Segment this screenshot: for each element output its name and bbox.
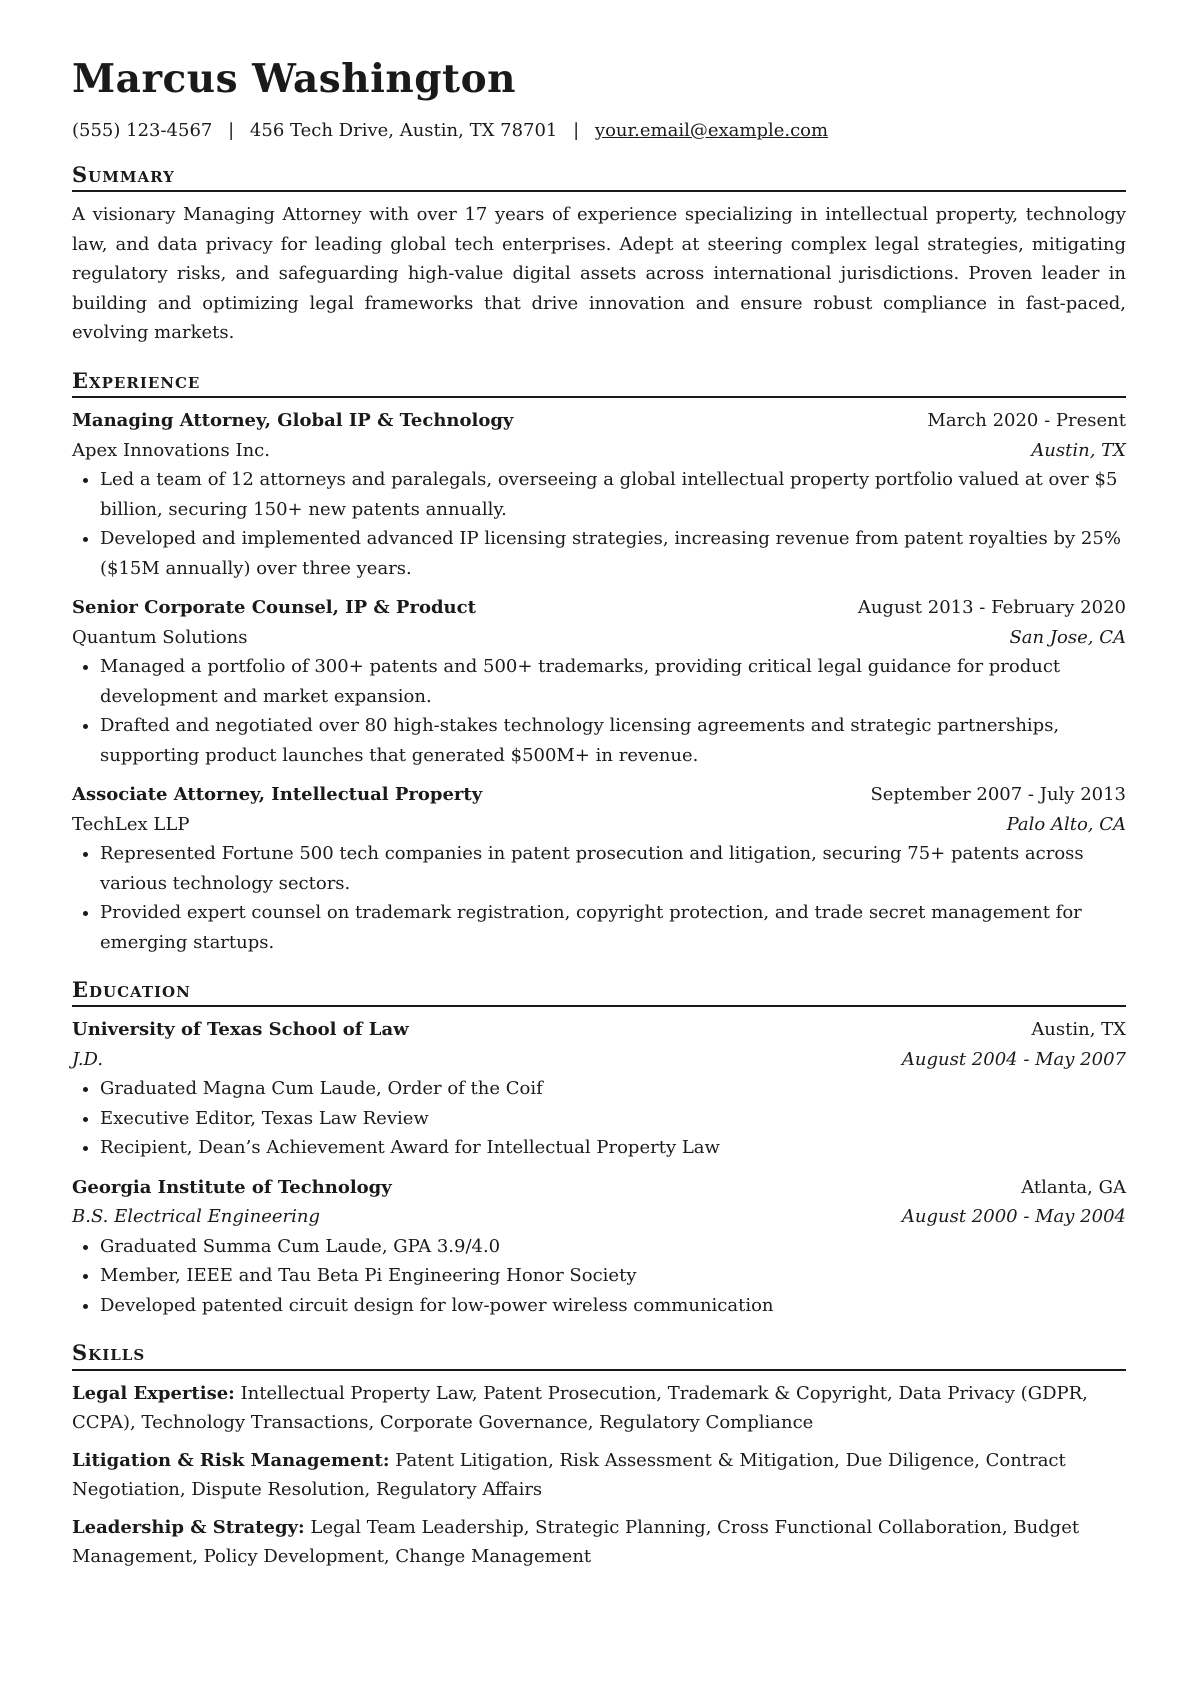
degree: B.S. Electrical Engineering	[72, 1206, 320, 1228]
experience-section	[72, 368, 1126, 957]
list-item: • Graduated Summa Cum Laude, GPA 3.9/4.0	[100, 1232, 1126, 1262]
skill-label: Legal Expertise:	[72, 1382, 235, 1404]
company-name: TechLex LLP	[72, 813, 190, 835]
skill-label: Leadership & Strategy:	[72, 1516, 305, 1538]
school-bullets	[72, 1232, 1126, 1321]
contact-separator: |	[573, 119, 580, 141]
list-item: • Graduated Magna Cum Laude, Order of the Coif	[100, 1074, 1126, 1104]
skill-items: Patent Litigation, Risk Assessment & Mitigation, Due Diligence, Contract Negotiation, Dispute Resolution, Regulatory Affairs	[72, 1449, 1066, 1501]
summary-heading: Summary	[72, 162, 1126, 192]
list-item: • Developed patented circuit design for low-power wireless communication	[100, 1291, 1126, 1321]
school-bullets	[72, 1074, 1126, 1163]
skill-group	[72, 1379, 1126, 1438]
job-title: Senior Corporate Counsel, IP & Product	[72, 597, 476, 619]
job-dates: August 2013 - February 2020	[857, 597, 1126, 619]
contact-separator: |	[228, 119, 235, 141]
degree: J.D.	[72, 1048, 104, 1070]
school-entry	[72, 1015, 1126, 1163]
school-name: Georgia Institute of Technology	[72, 1176, 392, 1198]
list-item: • Executive Editor, Texas Law Review	[100, 1104, 1126, 1134]
resume-page	[72, 58, 1126, 1580]
education-heading: Education	[72, 977, 1126, 1007]
list-item: • Represented Fortune 500 tech companies in patent prosecution and litigation, securing 75+ patents across various technology sectors.	[100, 839, 1126, 898]
skill-group	[72, 1446, 1126, 1505]
phone-number: (555) 123-4567	[72, 119, 213, 141]
education-section	[72, 977, 1126, 1320]
job-bullets	[72, 839, 1126, 957]
job-location: Austin, TX	[1031, 439, 1126, 461]
skill-items: Legal Team Leadership, Strategic Planning, Cross Functional Collaboration, Budget Management, Policy Development, Change Management	[72, 1516, 1080, 1568]
job-entry	[72, 406, 1126, 583]
company-name: Quantum Solutions	[72, 626, 248, 648]
school-name: University of Texas School of Law	[72, 1019, 409, 1041]
contact-line	[72, 119, 1126, 142]
list-item: • Developed and implemented advanced IP licensing strategies, increasing revenue from patent royalties by 25% ($15M annually) over three years.	[100, 524, 1126, 583]
summary-section	[72, 162, 1126, 348]
job-dates: March 2020 - Present	[927, 410, 1126, 432]
skill-group	[72, 1513, 1126, 1572]
job-title: Associate Attorney, Intellectual Property	[72, 784, 483, 806]
job-location: Palo Alto, CA	[1006, 813, 1126, 835]
job-bullets	[72, 652, 1126, 770]
skill-label: Litigation & Risk Management:	[72, 1449, 390, 1471]
job-dates: September 2007 - July 2013	[870, 784, 1126, 806]
summary-text: A visionary Managing Attorney with over 17 years of experience specializing in intellectual property, technology law, and data privacy for leading global tech enterprises. Adept at steering complex legal strategies, mitigating regulatory risks, and safeguarding high-value digital assets across international jurisdictions. Proven leader in building and optimizing legal frameworks that drive innovation and ensure robust compliance in fast-paced, evolving markets.	[72, 204, 1126, 344]
job-location: San Jose, CA	[1009, 626, 1126, 648]
skills-heading: Skills	[72, 1340, 1126, 1370]
list-item: • Managed a portfolio of 300+ patents and 500+ trademarks, providing critical legal guidance for product development and market expansion.	[100, 652, 1126, 711]
email-link[interactable]: your.email@example.com	[594, 119, 829, 141]
skill-items: Intellectual Property Law, Patent Prosecution, Trademark & Copyright, Data Privacy (GDPR, CCPA), Technology Transactions, Corporate Governance, Regulatory Compliance	[72, 1382, 1088, 1434]
skills-section	[72, 1340, 1126, 1571]
company-name: Apex Innovations Inc.	[72, 439, 270, 461]
school-dates: August 2000 - May 2004	[901, 1206, 1126, 1228]
school-entry	[72, 1173, 1126, 1321]
job-title: Managing Attorney, Global IP & Technology	[72, 410, 514, 432]
job-bullets	[72, 465, 1126, 583]
job-entry	[72, 593, 1126, 770]
list-item: • Led a team of 12 attorneys and paralegals, overseeing a global intellectual property portfolio valued at over $5 billion, securing 150+ new patents annually.	[100, 465, 1126, 524]
list-item: • Drafted and negotiated over 80 high-stakes technology licensing agreements and strategic partnerships, supporting product launches that generated $500M+ in revenue.	[100, 711, 1126, 770]
experience-heading: Experience	[72, 368, 1126, 398]
list-item: • Provided expert counsel on trademark registration, copyright protection, and trade secret management for emerging startups.	[100, 898, 1126, 957]
list-item: • Member, IEEE and Tau Beta Pi Engineering Honor Society	[100, 1261, 1126, 1291]
school-location: Austin, TX	[1031, 1019, 1126, 1041]
job-entry	[72, 780, 1126, 957]
candidate-name: Marcus Washington	[72, 56, 516, 102]
school-dates: August 2004 - May 2007	[901, 1048, 1126, 1070]
list-item: • Recipient, Dean’s Achievement Award for Intellectual Property Law	[100, 1133, 1126, 1163]
address: 456 Tech Drive, Austin, TX 78701	[249, 119, 558, 141]
school-location: Atlanta, GA	[1021, 1176, 1126, 1198]
